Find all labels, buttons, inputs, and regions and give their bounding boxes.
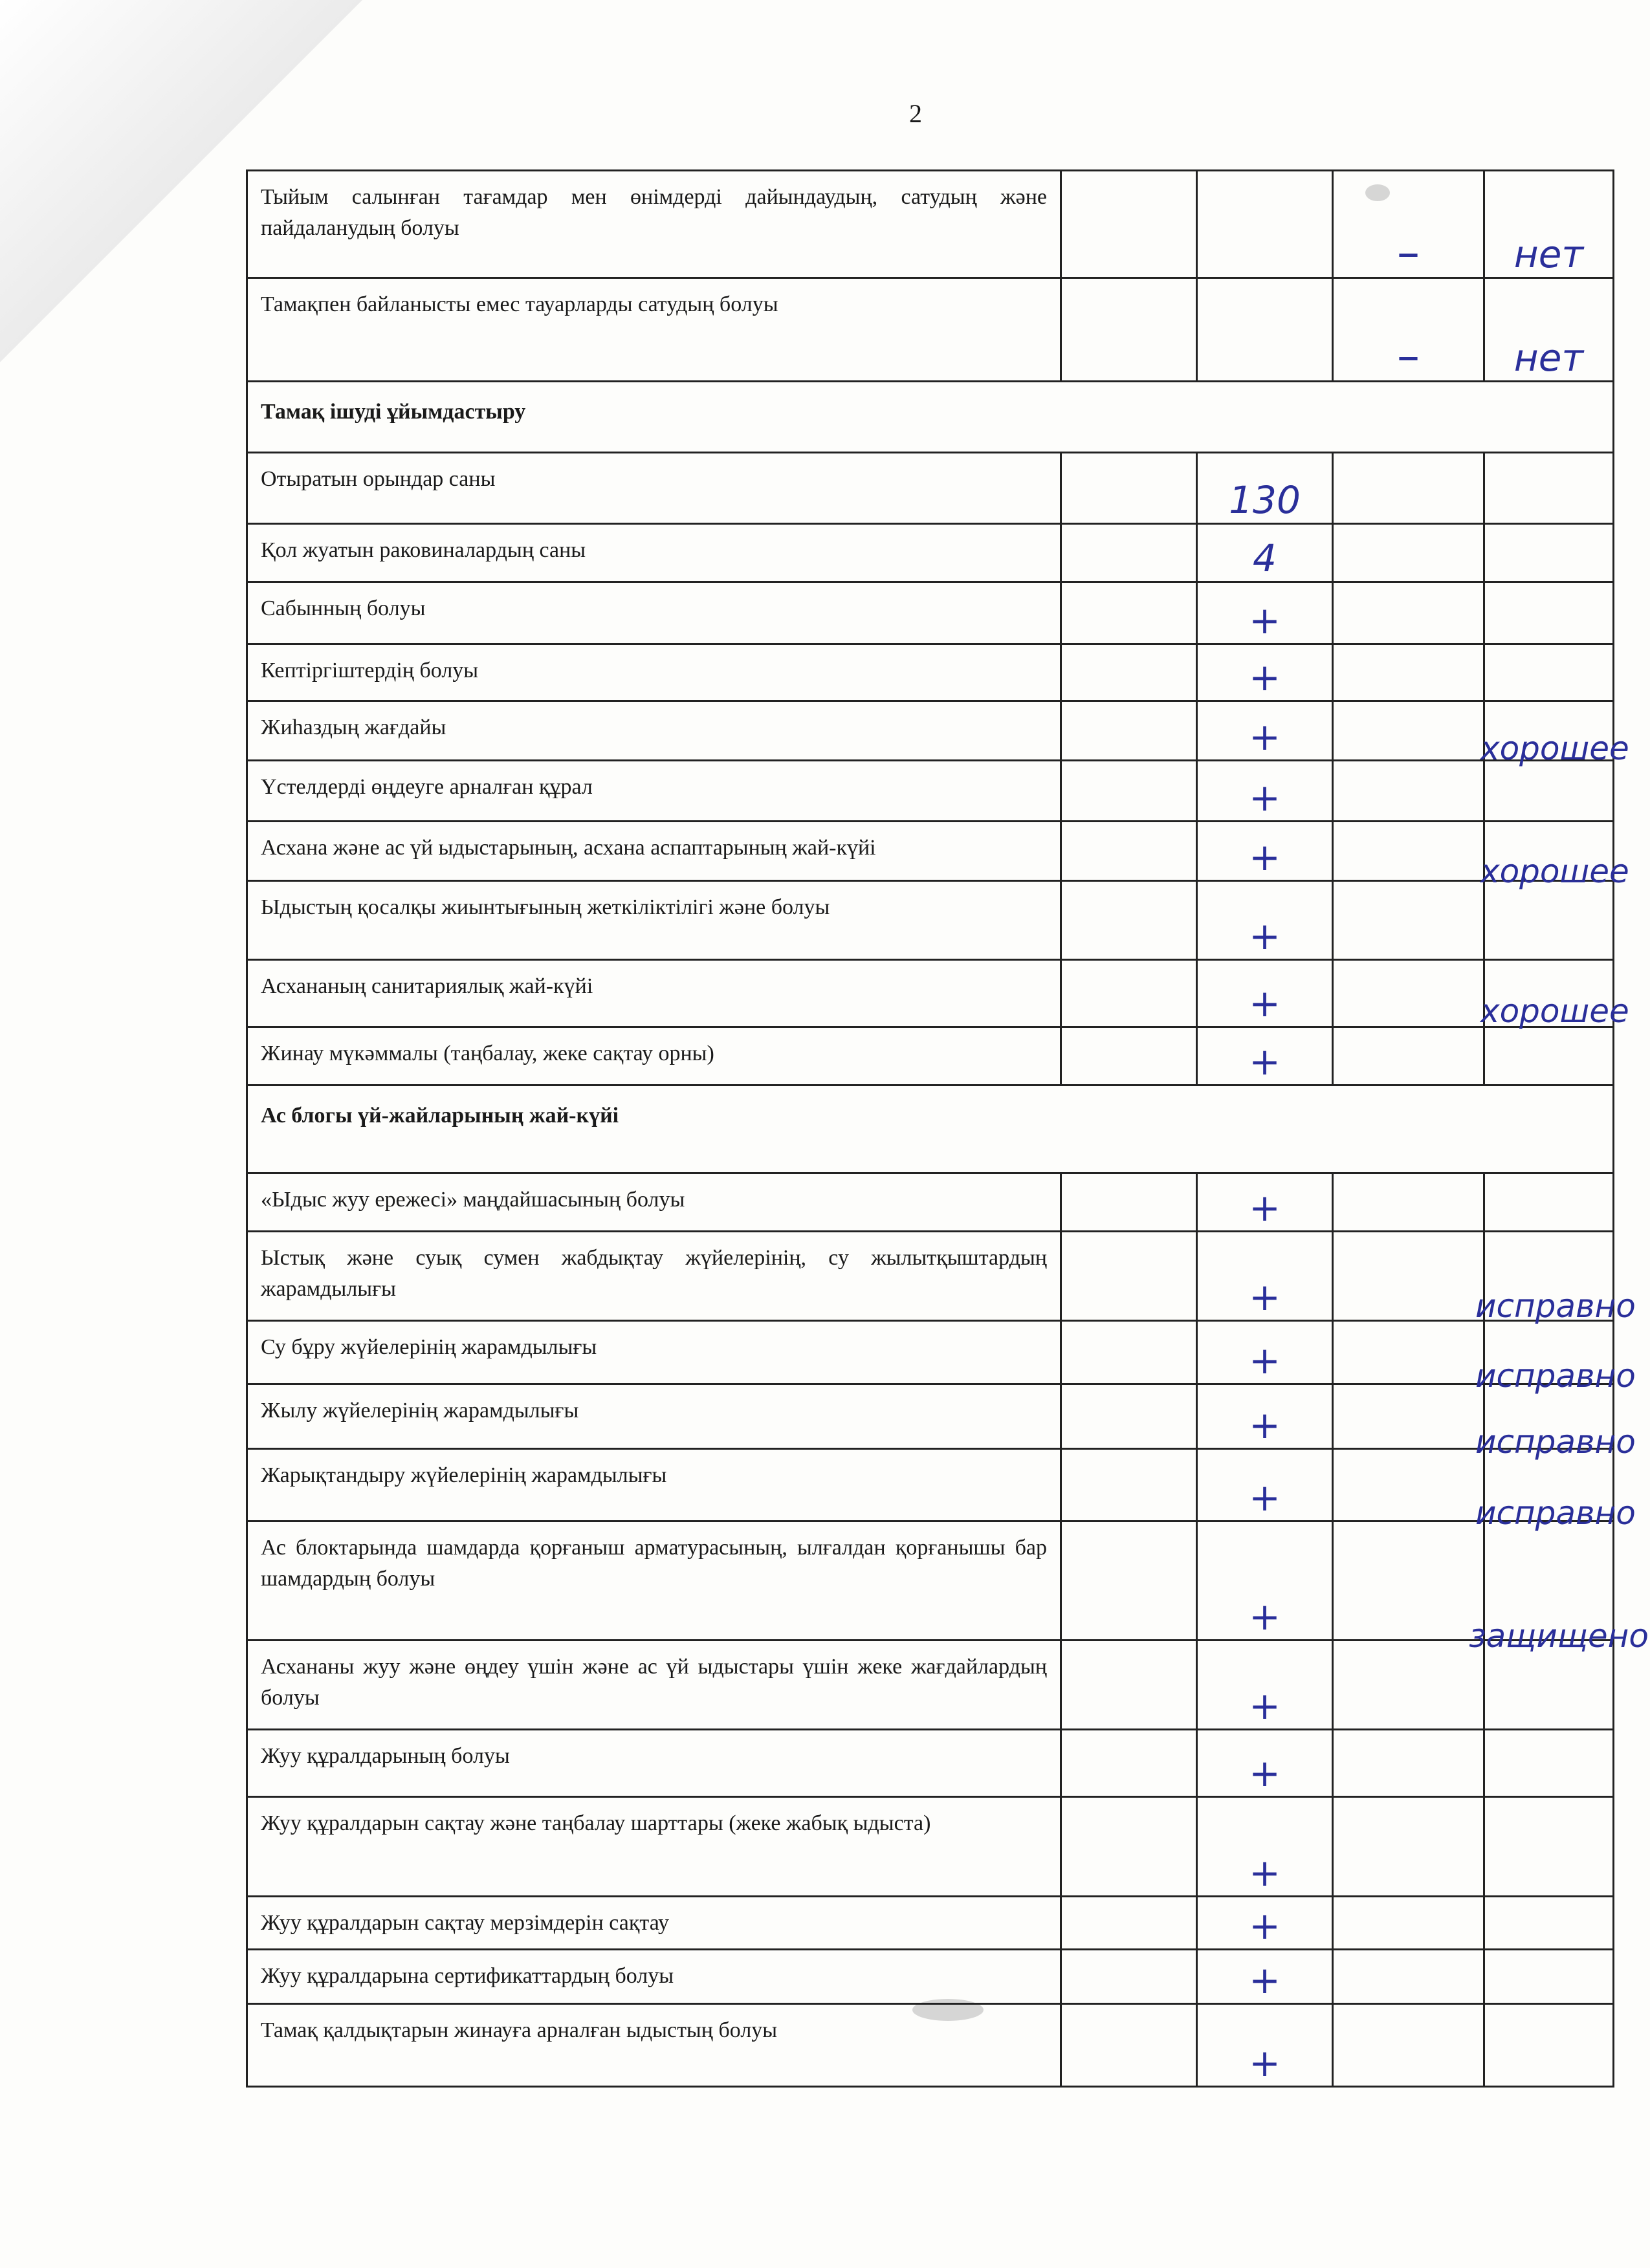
mark-cell-col3 bbox=[1197, 1950, 1333, 2004]
margin-note: хорошее bbox=[1480, 730, 1629, 767]
mark-cell-col4 bbox=[1333, 644, 1484, 701]
handwritten-mark: + bbox=[1249, 1275, 1281, 1319]
handwritten-mark: + bbox=[1249, 981, 1281, 1025]
handwritten-mark: – bbox=[1397, 226, 1420, 279]
handwritten-mark: + bbox=[1249, 835, 1281, 879]
handwritten-mark: + bbox=[1249, 655, 1281, 699]
mark-cell-col2 bbox=[1061, 1027, 1197, 1085]
handwritten-mark: + bbox=[1249, 1751, 1281, 1795]
mark-cell-col4 bbox=[1333, 2004, 1484, 2087]
mark-cell-col2 bbox=[1061, 1641, 1197, 1730]
mark-cell-col3 bbox=[1197, 960, 1333, 1027]
mark-cell-col4 bbox=[1333, 1321, 1484, 1384]
handwritten-mark: + bbox=[1249, 715, 1281, 759]
table-row bbox=[247, 1173, 1614, 1232]
mark-cell-col2 bbox=[1061, 822, 1197, 881]
mark-cell-col4 bbox=[1333, 1730, 1484, 1797]
handwritten-mark: + bbox=[1249, 776, 1281, 820]
mark-cell-col4 bbox=[1333, 1950, 1484, 2004]
mark-cell-col3 bbox=[1197, 1173, 1333, 1232]
mark-cell-col2 bbox=[1061, 701, 1197, 761]
mark-cell-col5 bbox=[1484, 644, 1614, 701]
mark-cell-col4 bbox=[1333, 453, 1484, 524]
table-row bbox=[247, 171, 1614, 278]
mark-cell-col4 bbox=[1333, 1797, 1484, 1897]
mark-cell-col5 bbox=[1484, 453, 1614, 524]
section-row bbox=[247, 382, 1614, 453]
table-row bbox=[247, 582, 1614, 644]
mark-cell-col5 bbox=[1484, 524, 1614, 582]
criterion-text: Тамақпен байланысты емес тауарларды сатудың болуы bbox=[247, 278, 1061, 382]
mark-cell-col2 bbox=[1061, 1730, 1197, 1797]
handwritten-mark: нет bbox=[1513, 336, 1584, 380]
mark-cell-col3 bbox=[1197, 1384, 1333, 1449]
mark-cell-col5 bbox=[1484, 2004, 1614, 2087]
mark-cell-col3 bbox=[1197, 582, 1333, 644]
handwritten-mark: + bbox=[1249, 2041, 1281, 2085]
criterion-text: Жылу жүйелерінің жарамдылығы bbox=[247, 1384, 1061, 1449]
mark-cell-col5 bbox=[1484, 881, 1614, 960]
handwritten-mark: + bbox=[1249, 1040, 1281, 1084]
handwritten-mark: + bbox=[1249, 1904, 1281, 1948]
table-row bbox=[247, 644, 1614, 701]
mark-cell-col3 bbox=[1197, 278, 1333, 382]
mark-cell-col2 bbox=[1061, 1897, 1197, 1950]
mark-cell-col2 bbox=[1061, 524, 1197, 582]
mark-cell-col4 bbox=[1333, 1521, 1484, 1641]
table-row bbox=[247, 1027, 1614, 1085]
mark-cell-col4 bbox=[1333, 761, 1484, 822]
criterion-text: Тыйым салынған тағамдар мен өнімдерді дайындаудың, сатудың және пайдаланудың болуы bbox=[247, 171, 1061, 278]
criterion-text: «Ыдыс жуу ережесі» маңдайшасының болуы bbox=[247, 1173, 1061, 1232]
mark-cell-col2 bbox=[1061, 453, 1197, 524]
mark-cell-col3 bbox=[1197, 644, 1333, 701]
mark-cell-col5 bbox=[1484, 1027, 1614, 1085]
table-row bbox=[247, 960, 1614, 1027]
mark-cell-col4 bbox=[1333, 524, 1484, 582]
handwritten-mark: нет bbox=[1513, 232, 1584, 276]
mark-cell-col2 bbox=[1061, 1950, 1197, 2004]
handwritten-mark: 130 bbox=[1229, 478, 1301, 522]
mark-cell-col5 bbox=[1484, 1173, 1614, 1232]
mark-cell-col3 bbox=[1197, 1797, 1333, 1897]
mark-cell-col5 bbox=[1484, 278, 1614, 382]
mark-cell-col2 bbox=[1061, 881, 1197, 960]
mark-cell-col3 bbox=[1197, 1232, 1333, 1321]
handwritten-mark: + bbox=[1249, 1851, 1281, 1895]
mark-cell-col5 bbox=[1484, 761, 1614, 822]
criterion-text: Жиһаздың жағдайы bbox=[247, 701, 1061, 761]
mark-cell-col5 bbox=[1484, 1950, 1614, 2004]
mark-cell-col2 bbox=[1061, 1384, 1197, 1449]
mark-cell-col5 bbox=[1484, 1797, 1614, 1897]
table-row bbox=[247, 453, 1614, 524]
mark-cell-col2 bbox=[1061, 2004, 1197, 2087]
table-row bbox=[247, 1730, 1614, 1797]
mark-cell-col3 bbox=[1197, 1321, 1333, 1384]
page-number: 2 bbox=[909, 99, 922, 128]
mark-cell-col2 bbox=[1061, 1232, 1197, 1321]
mark-cell-col2 bbox=[1061, 582, 1197, 644]
criterion-text: Сабынның болуы bbox=[247, 582, 1061, 644]
table-row bbox=[247, 1384, 1614, 1449]
criterion-text: Ыстық және суық сумен жабдықтау жүйелерінің, су жылытқыштардың жарамдылығы bbox=[247, 1232, 1061, 1321]
mark-cell-col4 bbox=[1333, 701, 1484, 761]
mark-cell-col4 bbox=[1333, 1027, 1484, 1085]
mark-cell-col2 bbox=[1061, 1521, 1197, 1641]
table-row bbox=[247, 1521, 1614, 1641]
criterion-text: Ас блоктарында шамдарда қорғаныш арматурасының, ылғалдан қорғанышы бар шамдардың болуы bbox=[247, 1521, 1061, 1641]
table-row bbox=[247, 2004, 1614, 2087]
criterion-text: Тамақ қалдықтарын жинауға арналған ыдыстың болуы bbox=[247, 2004, 1061, 2087]
mark-cell-col4 bbox=[1333, 171, 1484, 278]
handwritten-mark: + bbox=[1249, 914, 1281, 958]
criterion-text: Асхананы жуу және өңдеу үшін және ас үй ыдыстары үшін жеке жағдайлардың болуы bbox=[247, 1641, 1061, 1730]
table-row bbox=[247, 1897, 1614, 1950]
table-row bbox=[247, 1797, 1614, 1897]
mark-cell-col5 bbox=[1484, 1897, 1614, 1950]
margin-note: хорошее bbox=[1480, 992, 1629, 1030]
criterion-text: Жинау мүкәммалы (таңбалау, жеке сақтау орны) bbox=[247, 1027, 1061, 1085]
margin-note: исправно bbox=[1475, 1287, 1636, 1325]
table-row bbox=[247, 1641, 1614, 1730]
inspection-table-body bbox=[247, 171, 1614, 2087]
mark-cell-col4 bbox=[1333, 1897, 1484, 1950]
table-row bbox=[247, 701, 1614, 761]
mark-cell-col4 bbox=[1333, 278, 1484, 382]
mark-cell-col3 bbox=[1197, 881, 1333, 960]
mark-cell-col3 bbox=[1197, 1449, 1333, 1521]
inspection-table bbox=[246, 169, 1614, 2088]
handwritten-mark: + bbox=[1249, 1403, 1281, 1447]
margin-note: хорошее bbox=[1480, 853, 1629, 890]
mark-cell-col5 bbox=[1484, 171, 1614, 278]
section-row bbox=[247, 1085, 1614, 1173]
margin-note: исправно bbox=[1475, 1494, 1636, 1532]
section-heading: Ас блогы үй-жайларының жай-күйі bbox=[247, 1085, 1614, 1173]
mark-cell-col2 bbox=[1061, 1797, 1197, 1897]
table-row bbox=[247, 1232, 1614, 1321]
mark-cell-col3 bbox=[1197, 761, 1333, 822]
handwritten-mark: 4 bbox=[1253, 536, 1277, 580]
mark-cell-col3 bbox=[1197, 1641, 1333, 1730]
table-row bbox=[247, 761, 1614, 822]
criterion-text: Үстелдерді өңдеуге арналған құрал bbox=[247, 761, 1061, 822]
mark-cell-col3 bbox=[1197, 171, 1333, 278]
mark-cell-col5 bbox=[1484, 1730, 1614, 1797]
criterion-text: Кептіргіштердің болуы bbox=[247, 644, 1061, 701]
criterion-text: Жарықтандыру жүйелерінің жарамдылығы bbox=[247, 1449, 1061, 1521]
mark-cell-col3 bbox=[1197, 1897, 1333, 1950]
table-row bbox=[247, 278, 1614, 382]
criterion-text: Су бұру жүйелерінің жарамдылығы bbox=[247, 1321, 1061, 1384]
criterion-text: Отыратын орындар саны bbox=[247, 453, 1061, 524]
section-heading: Тамақ ішуді ұйымдастыру bbox=[247, 382, 1614, 453]
mark-cell-col3 bbox=[1197, 2004, 1333, 2087]
handwritten-mark: + bbox=[1249, 598, 1281, 642]
handwritten-mark: + bbox=[1249, 1186, 1281, 1230]
criterion-text: Жуу құралдарын сақтау және таңбалау шарттары (жеке жабық ыдыста) bbox=[247, 1797, 1061, 1897]
mark-cell-col4 bbox=[1333, 1449, 1484, 1521]
criterion-text: Ыдыстың қосалқы жиынтығының жеткіліктілігі және болуы bbox=[247, 881, 1061, 960]
mark-cell-col2 bbox=[1061, 644, 1197, 701]
table-row bbox=[247, 881, 1614, 960]
criterion-text: Асхананың санитариялық жай-күйі bbox=[247, 960, 1061, 1027]
mark-cell-col4 bbox=[1333, 1641, 1484, 1730]
mark-cell-col2 bbox=[1061, 761, 1197, 822]
table-row bbox=[247, 822, 1614, 881]
mark-cell-col3 bbox=[1197, 524, 1333, 582]
mark-cell-col4 bbox=[1333, 1232, 1484, 1321]
mark-cell-col2 bbox=[1061, 1321, 1197, 1384]
handwritten-mark: + bbox=[1249, 1476, 1281, 1520]
mark-cell-col4 bbox=[1333, 822, 1484, 881]
mark-cell-col4 bbox=[1333, 1384, 1484, 1449]
handwritten-mark: + bbox=[1249, 1684, 1281, 1728]
mark-cell-col4 bbox=[1333, 1173, 1484, 1232]
criterion-text: Қол жуатын раковиналардың саны bbox=[247, 524, 1061, 582]
criterion-text: Жуу құралдарын сақтау мерзімдерін сақтау bbox=[247, 1897, 1061, 1950]
mark-cell-col4 bbox=[1333, 881, 1484, 960]
mark-cell-col3 bbox=[1197, 1730, 1333, 1797]
criterion-text: Жуу құралдарының болуы bbox=[247, 1730, 1061, 1797]
table-row bbox=[247, 1321, 1614, 1384]
margin-note: исправно bbox=[1475, 1423, 1636, 1461]
mark-cell-col2 bbox=[1061, 1449, 1197, 1521]
mark-cell-col5 bbox=[1484, 582, 1614, 644]
handwritten-mark: – bbox=[1397, 329, 1420, 382]
mark-cell-col2 bbox=[1061, 960, 1197, 1027]
margin-note: исправно bbox=[1475, 1357, 1636, 1395]
handwritten-mark: + bbox=[1249, 1958, 1281, 2002]
mark-cell-col2 bbox=[1061, 1173, 1197, 1232]
handwritten-mark: + bbox=[1249, 1338, 1281, 1382]
mark-cell-col4 bbox=[1333, 582, 1484, 644]
margin-note: защищено bbox=[1469, 1617, 1649, 1655]
criterion-text: Жуу құралдарына сертификаттардың болуы bbox=[247, 1950, 1061, 2004]
handwritten-mark: + bbox=[1249, 1595, 1281, 1639]
table-row bbox=[247, 1449, 1614, 1521]
table-row bbox=[247, 524, 1614, 582]
table-row bbox=[247, 1950, 1614, 2004]
mark-cell-col2 bbox=[1061, 278, 1197, 382]
mark-cell-col3 bbox=[1197, 701, 1333, 761]
mark-cell-col3 bbox=[1197, 822, 1333, 881]
mark-cell-col2 bbox=[1061, 171, 1197, 278]
mark-cell-col3 bbox=[1197, 1521, 1333, 1641]
mark-cell-col4 bbox=[1333, 960, 1484, 1027]
mark-cell-col3 bbox=[1197, 453, 1333, 524]
criterion-text: Асхана және ас үй ыдыстарының, асхана аспаптарының жай-күйі bbox=[247, 822, 1061, 881]
mark-cell-col3 bbox=[1197, 1027, 1333, 1085]
